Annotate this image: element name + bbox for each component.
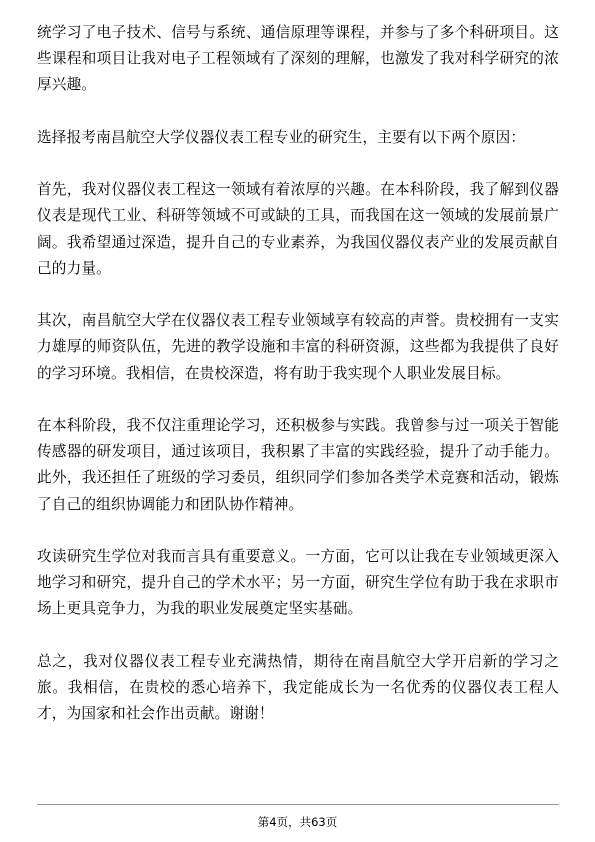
paragraph-6: 攻读研究生学位对我而言具有重要意义。一方面，它可以让我在专业领域更深入地学习和研究，提升自己的学术水平；另一方面，研究生学位有助于我在求职市场上更具竞争力，为我的职业发展奠定坚实基础。 [37,547,559,618]
page-number: 第4页，共63页 [257,815,338,829]
footer-divider [37,804,559,805]
paragraph-3: 首先，我对仪器仪表工程这一领域有着浓厚的兴趣。在本科阶段，我了解到仪器仪表是现代工业、科研等领域不可或缺的工具，而我国在这一领域的发展前景广阔。我希望通过深造，提升自己的专业素养，为我国仪器仪表产业的发展贡献自己的力量。 [37,181,559,277]
body-text [37,20,559,754]
paragraph-7: 总之，我对仪器仪表工程专业充满热情，期待在南昌航空大学开启新的学习之旅。我相信，在贵校的悉心培养下，我定能成长为一名优秀的仪器仪表工程人才，为国家和社会作出贡献。谢谢！ [37,652,559,723]
paragraph-2: 选择报考南昌航空大学仪器仪表工程专业的研究生，主要有以下两个原因： [37,128,526,146]
paragraph-1: 统学习了电子技术、信号与系统、通信原理等课程，并参与了多个科研项目。这些课程和项目让我对电子工程领域有了深刻的理解，也激发了我对科学研究的浓厚兴趣。 [37,24,559,94]
paragraph-4: 其次，南昌航空大学在仪器仪表工程专业领域享有较高的声誉。贵校拥有一支实力雄厚的师资队伍，先进的教学设施和丰富的科研资源，这些都为我提供了良好的学习环境。我相信，在贵校深造，将有助于我实现个人职业发展目标。 [37,312,559,382]
paragraph-5: 在本科阶段，我不仅注重理论学习，还积极参与实践。我曾参与过一项关于智能传感器的研发项目，通过该项目，我积累了丰富的实践经验，提升了动手能力。此外，我还担任了班级的学习委员，组织同学们参加各类学术竞赛和活动，锻炼了自己的组织协调能力和团队协作精神。 [37,416,559,513]
